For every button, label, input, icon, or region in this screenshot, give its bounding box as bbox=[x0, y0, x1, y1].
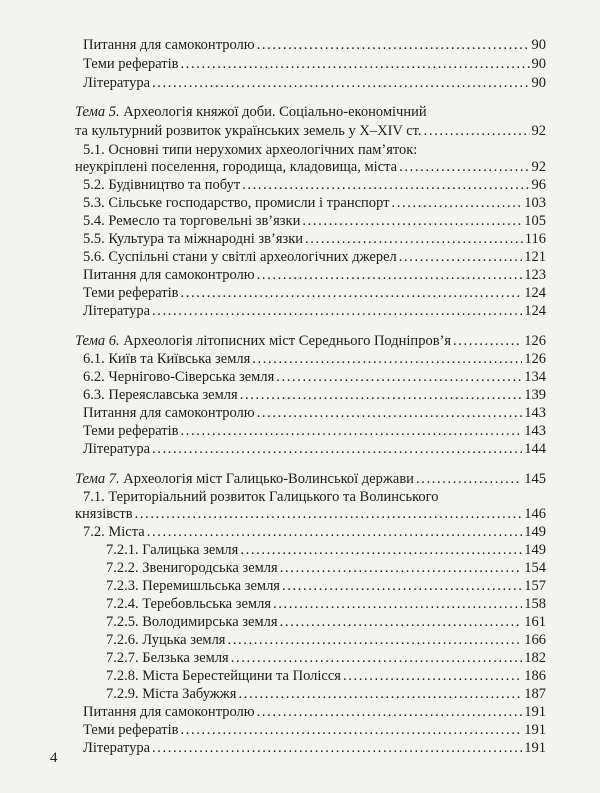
topic-number: Тема 5. bbox=[75, 104, 120, 120]
toc-entry-page: 158 bbox=[524, 596, 546, 612]
toc-leader bbox=[302, 213, 522, 230]
toc-entry-page: 139 bbox=[524, 387, 546, 403]
toc-topic-title bbox=[75, 471, 414, 488]
toc-entry-page: 186 bbox=[524, 668, 546, 684]
toc-entry-page: 154 bbox=[524, 560, 546, 576]
toc-entry-title: 7.2. Міста bbox=[83, 524, 145, 540]
topic-title-line2: та культурний розвиток українських земель у X–XIV ст. bbox=[75, 123, 422, 139]
toc-entry-page: 124 bbox=[524, 303, 546, 319]
toc-leader bbox=[181, 722, 523, 739]
toc-subentry[interactable] bbox=[106, 560, 546, 577]
toc-entry-page: 149 bbox=[524, 542, 546, 558]
toc-subentry[interactable] bbox=[106, 686, 546, 703]
toc-subentry[interactable] bbox=[106, 542, 546, 559]
toc-subentry[interactable] bbox=[106, 668, 546, 685]
toc-entry-page: 103 bbox=[524, 195, 546, 211]
toc-entry-title: Література bbox=[83, 303, 151, 319]
toc-entry-title-line1: 5.1. Основні типи нерухомих археологічних пам’яток: bbox=[83, 142, 418, 158]
toc-entry-title: Теми рефератів bbox=[83, 423, 179, 439]
toc-leader bbox=[181, 423, 523, 440]
toc-entry-page: 92 bbox=[531, 159, 546, 175]
toc-entry[interactable] bbox=[83, 213, 546, 230]
toc-entry-page: 134 bbox=[524, 369, 546, 385]
toc-entry-page: 191 bbox=[524, 704, 546, 720]
toc-entry[interactable] bbox=[83, 75, 546, 92]
toc-entry-page: 92 bbox=[531, 123, 546, 139]
toc-leader bbox=[252, 351, 522, 368]
toc-entry[interactable] bbox=[83, 441, 546, 458]
toc-leader bbox=[391, 195, 522, 212]
toc-entry[interactable] bbox=[83, 405, 546, 422]
toc-subentry[interactable] bbox=[106, 596, 546, 613]
topic-title-text: Археологія літописних міст Середнього Подніпров’я bbox=[119, 333, 452, 349]
toc-entry-page: 166 bbox=[524, 632, 546, 648]
toc-entry[interactable] bbox=[83, 524, 546, 541]
toc-entry-page: 90 bbox=[531, 37, 546, 53]
toc-leader bbox=[273, 596, 522, 613]
toc-leader bbox=[242, 177, 529, 194]
toc-entry-page: 191 bbox=[524, 740, 546, 756]
toc-entry-title: Література bbox=[83, 740, 151, 756]
toc-entry-title: 5.5. Культура та міжнародні зв’язки bbox=[83, 231, 304, 247]
topic-title-line1: Археологія княжої доби. Соціально-економічний bbox=[119, 104, 427, 120]
toc-entry-title: 6.2. Чернігово-Сіверська земля bbox=[83, 369, 275, 385]
toc-leader bbox=[399, 159, 529, 176]
topic-number: Тема 6. bbox=[75, 333, 120, 349]
toc-entry-page: 145 bbox=[524, 471, 546, 487]
toc-entry-title: 6.3. Переяславська земля bbox=[83, 387, 238, 403]
toc-leader bbox=[399, 249, 522, 266]
toc-leader bbox=[343, 668, 522, 685]
toc-topic-entry[interactable] bbox=[75, 471, 546, 488]
toc-leader bbox=[257, 704, 523, 721]
toc-entry[interactable] bbox=[83, 387, 546, 404]
toc-entry-title: Теми рефератів bbox=[83, 722, 179, 738]
toc-entry-page: 191 bbox=[524, 722, 546, 738]
toc-entry-page: 146 bbox=[524, 506, 546, 522]
toc-leader bbox=[147, 524, 523, 541]
toc-leader bbox=[424, 123, 530, 140]
toc-entry-page: 182 bbox=[524, 650, 546, 666]
toc-entry-title: 7.2.7. Белзька земля bbox=[106, 650, 229, 666]
toc-leader bbox=[135, 506, 523, 523]
toc-entry-page: 157 bbox=[524, 578, 546, 594]
toc-entry-title: 7.2.3. Перемишльська земля bbox=[106, 578, 280, 594]
toc-entry-title: 6.1. Київ та Київська земля bbox=[83, 351, 251, 367]
toc-entry[interactable] bbox=[83, 56, 546, 73]
toc-subentry[interactable] bbox=[106, 614, 546, 631]
toc-entry-title: 5.4. Ремесло та торговельні зв’язки bbox=[83, 213, 301, 229]
toc-entry-page: 149 bbox=[524, 524, 546, 540]
toc-entry[interactable] bbox=[83, 285, 546, 302]
toc-entry-title: 7.2.1. Галицька земля bbox=[106, 542, 239, 558]
toc-leader bbox=[238, 686, 522, 703]
toc-leader bbox=[152, 740, 522, 757]
toc-entry-title-line1: 7.1. Територіальний розвиток Галицького та Волинського bbox=[83, 489, 439, 505]
toc-entry[interactable] bbox=[83, 267, 546, 284]
toc-entry-page: 96 bbox=[531, 177, 546, 193]
toc-entry[interactable] bbox=[75, 506, 546, 523]
toc-entry-page: 161 bbox=[524, 614, 546, 630]
toc-entry[interactable] bbox=[83, 249, 546, 266]
toc-entry-page: 121 bbox=[524, 249, 546, 265]
toc-entry-page: 187 bbox=[524, 686, 546, 702]
toc-entry-page: 143 bbox=[524, 423, 546, 439]
toc-entry-title: Питання для самоконтролю bbox=[83, 37, 255, 53]
toc-entry-page: 143 bbox=[524, 405, 546, 421]
toc-subentry[interactable] bbox=[106, 632, 546, 649]
toc-entry[interactable] bbox=[83, 423, 546, 440]
toc-entry[interactable] bbox=[83, 351, 546, 368]
toc-leader bbox=[305, 231, 523, 248]
toc-leader bbox=[240, 387, 523, 404]
toc-entry[interactable] bbox=[83, 369, 546, 386]
toc-entry-page: 123 bbox=[524, 267, 546, 283]
toc-entry-title: Література bbox=[83, 441, 151, 457]
toc-entry[interactable] bbox=[83, 740, 546, 757]
topic-number: Тема 7. bbox=[75, 471, 120, 487]
toc-entry[interactable] bbox=[83, 177, 546, 194]
toc-entry-page: 124 bbox=[524, 285, 546, 301]
topic-title-text: Археологія міст Галицько-Волинської держави bbox=[119, 471, 414, 487]
toc-entry-page: 126 bbox=[524, 351, 546, 367]
toc-entry-title: 5.3. Сільське господарство, промисли і транспорт bbox=[83, 195, 390, 211]
toc-entry-page: 126 bbox=[524, 333, 546, 349]
toc-topic-heading bbox=[75, 104, 427, 121]
toc-leader bbox=[280, 614, 523, 631]
toc-leader bbox=[240, 542, 522, 559]
toc-leader bbox=[257, 405, 523, 422]
toc-leader bbox=[276, 369, 522, 386]
toc-leader bbox=[231, 650, 523, 667]
toc-entry-title: 7.2.5. Володимирська земля bbox=[106, 614, 278, 630]
toc-entry-title: 7.2.9. Міста Забужжя bbox=[106, 686, 237, 702]
toc-leader bbox=[152, 75, 529, 92]
toc-leader bbox=[152, 303, 522, 320]
toc-leader bbox=[257, 37, 530, 54]
toc-leader bbox=[280, 560, 523, 577]
toc-entry-title: Література bbox=[83, 75, 151, 91]
toc-entry-page: 90 bbox=[531, 75, 546, 91]
toc-leader bbox=[453, 333, 522, 350]
toc-entry[interactable] bbox=[75, 159, 546, 176]
toc-entry-title-line2: князівств bbox=[75, 506, 133, 522]
toc-topic-entry[interactable] bbox=[75, 333, 546, 350]
toc-entry[interactable] bbox=[75, 123, 546, 140]
toc-entry-page: 144 bbox=[524, 441, 546, 457]
toc-entry-title-line2: неукріплені поселення, городища, кладовища, міста bbox=[75, 159, 398, 175]
toc-leader bbox=[416, 471, 522, 488]
toc-entry-page: 105 bbox=[524, 213, 546, 229]
page-number: 4 bbox=[50, 750, 58, 766]
toc-leader bbox=[181, 56, 530, 73]
toc-subentry[interactable] bbox=[106, 650, 546, 667]
toc-leader bbox=[257, 267, 523, 284]
toc-entry-title: Питання для самоконтролю bbox=[83, 704, 255, 720]
toc-entry-page: 116 bbox=[524, 231, 546, 247]
toc-entry[interactable] bbox=[83, 195, 546, 212]
toc-entry-title: Теми рефератів bbox=[83, 285, 179, 301]
toc-entry-title: Питання для самоконтролю bbox=[83, 267, 255, 283]
toc-entry[interactable] bbox=[83, 37, 546, 54]
toc-leader bbox=[282, 578, 522, 595]
toc-entry[interactable] bbox=[83, 303, 546, 320]
toc-entry-title: 5.2. Будівництво та побут bbox=[83, 177, 241, 193]
toc-topic-title bbox=[75, 333, 451, 350]
toc-entry-title: 5.6. Суспільні стани у світлі археологічних джерел bbox=[83, 249, 397, 265]
toc-entry-title: 7.2.6. Луцька земля bbox=[106, 632, 226, 648]
toc-entry-title: Теми рефератів bbox=[83, 56, 179, 72]
toc-entry[interactable] bbox=[83, 704, 546, 721]
toc-subentry[interactable] bbox=[106, 578, 546, 595]
toc-entry-title: Питання для самоконтролю bbox=[83, 405, 255, 421]
toc-entry[interactable] bbox=[83, 231, 546, 248]
toc-leader bbox=[181, 285, 523, 302]
toc-entry-title: 7.2.8. Міста Берестейщини та Полісся bbox=[106, 668, 341, 684]
toc-entry[interactable] bbox=[83, 722, 546, 739]
toc-entry-page: 90 bbox=[531, 56, 546, 72]
toc-entry-title: 7.2.2. Звенигородська земля bbox=[106, 560, 278, 576]
toc-entry-title: 7.2.4. Теребовльська земля bbox=[106, 596, 271, 612]
toc-leader bbox=[227, 632, 522, 649]
toc-leader bbox=[152, 441, 522, 458]
